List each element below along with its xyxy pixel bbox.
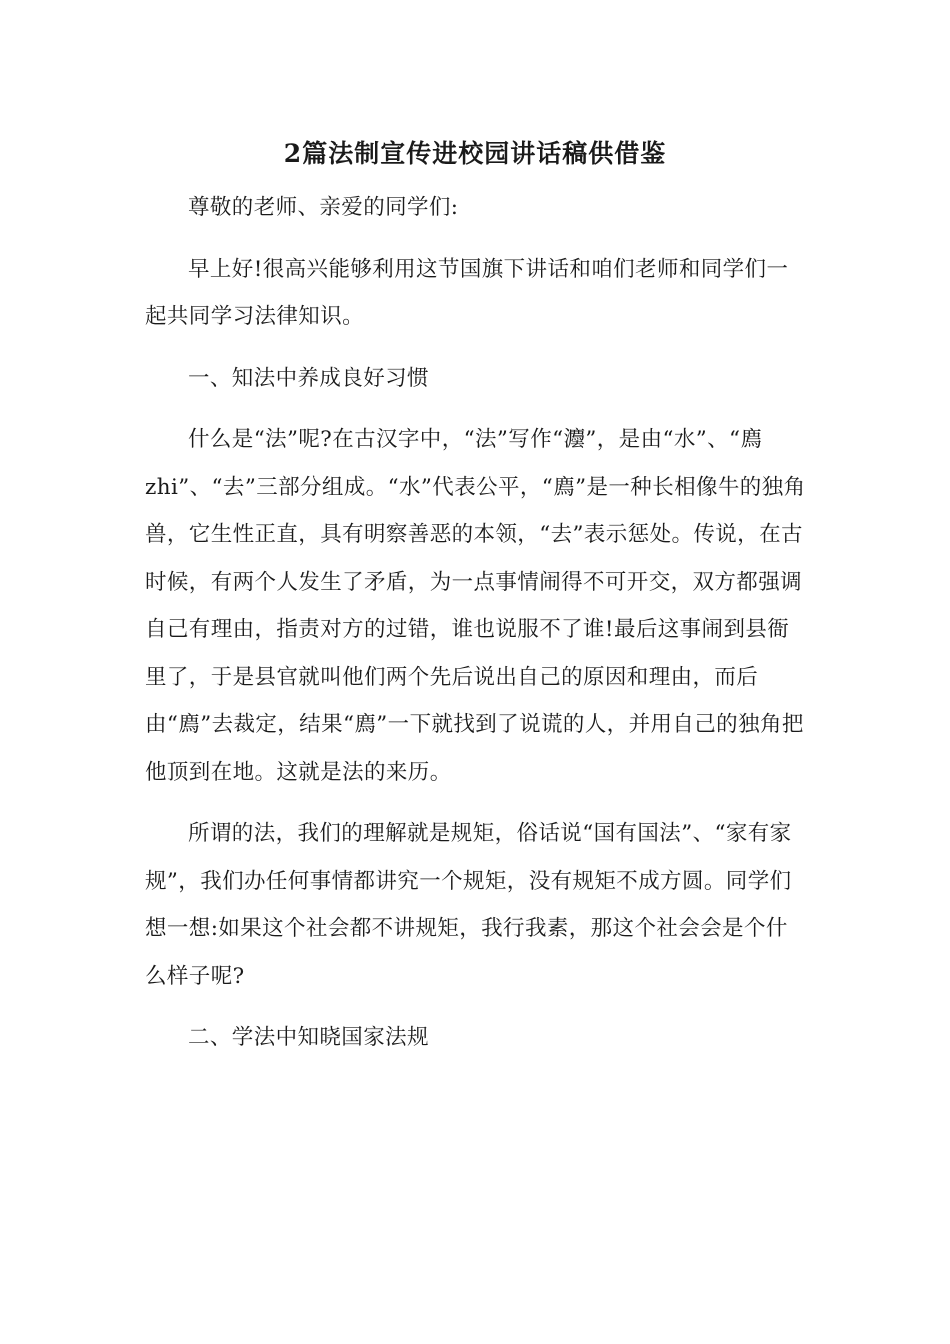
paragraph-origin-of-law: 什么是“法”呢?在古汉字中，“法”写作“灋”，是由“水”、“廌zhi”、“去”三部分组成。“水”代表公平，“廌”是一种长相像牛的独角兽，它生性正直，具有明察善恶的本领，“去”表示惩处。传说，在古时候，有两个人发生了矛盾，为一点事情闹得不可开交，双方都强调自己有理由，指责对方的过错，谁也说服不了谁!最后这事闹到县衙里了，于是县官就叫他们两个先后说出自己的原因和理由，而后由“廌”去裁定，结果“廌”一下就找到了说谎的人，并用自己的独角把他顶到在地。这就是法的来历。	[145, 427, 806, 785]
paragraph-gap	[145, 341, 807, 355]
paragraph-opening: 早上好!很高兴能够利用这节国旗下讲话和咱们老师和同学们一起共同学习法律知识。	[145, 256, 789, 329]
paragraph-greeting: 尊敬的老师、亲爱的同学们:	[188, 195, 459, 220]
paragraph-gap	[145, 232, 807, 246]
paragraph-rules: 所谓的法，我们的理解就是规矩，俗话说“国有国法”、“家有家规”，我们办任何事情都讲究一个规矩，没有规矩不成方圆。同学们想一想:如果这个社会都不讲规矩，我行我素，那这个社会会是个什么样子呢?	[145, 821, 792, 989]
section-heading-1: 一、知法中养成良好习惯	[188, 365, 429, 391]
paragraph-gap	[145, 796, 807, 810]
paragraph-gap	[145, 1000, 807, 1014]
document-body	[145, 184, 807, 1062]
paragraph-gap	[145, 402, 807, 416]
document-title: 2篇法制宣传进校园讲话稿供借鉴	[283, 139, 667, 168]
section-heading-2: 二、学法中知晓国家法规	[188, 1025, 429, 1050]
